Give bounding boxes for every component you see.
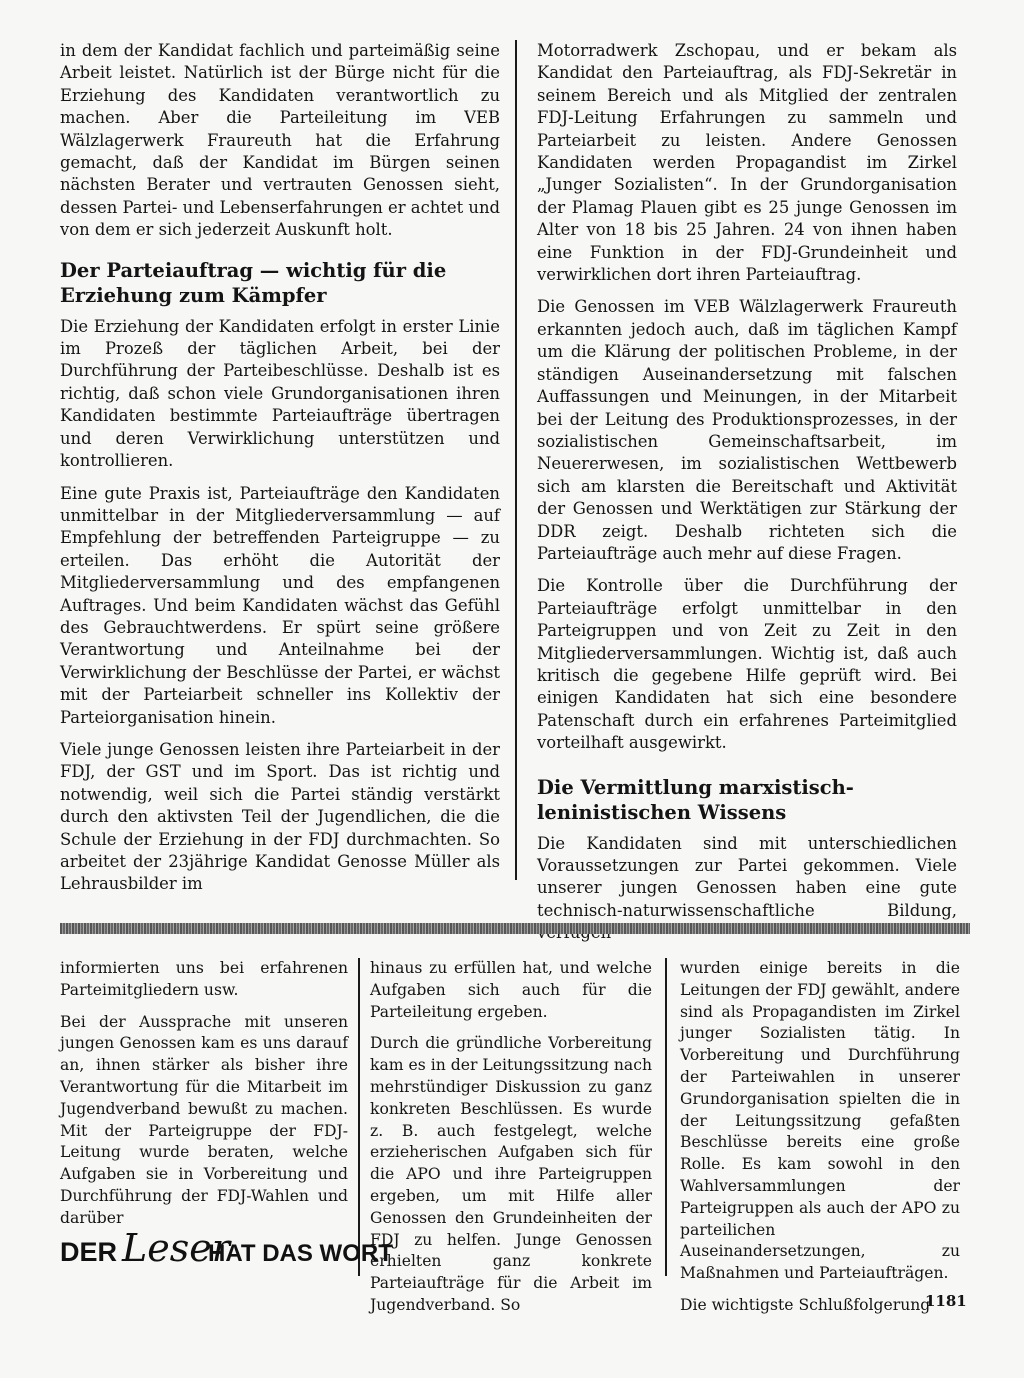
paragraph: wurden einige bereits in die Leitungen der FDJ gewählt, andere sind als Propagandisten im Zirkel junger Sozialisten tätig. In Vorbereitung und Durchführung der Parteiwahlen in unserer Grundorganisation spielten die in der Leitungssitzung gefaßten Beschlüsse bereits eine große Rolle. Es kam sowohl in den Wahlversammlungen der Parteigruppen als auch der APO zu parteilichen Auseinandersetzungen, zu Maßnahmen und Parteiaufträgen. <box>680 959 960 1283</box>
logo-text-left: DER <box>60 1237 118 1267</box>
der-leser-hat-das-wort-logo <box>60 1225 393 1270</box>
paragraph: Die wichtigste Schlußfolgerung <box>680 1295 931 1314</box>
paragraph: Durch die gründliche Vorbereitung kam es in der Leitungssitzung nach mehrstündiger Diskussion zu ganz konkreten Beschlüssen. Es wurde z. B. auch festgelegt, welche erzieherischen Aufgaben sich für die APO und ihre Parteigruppen ergeben, um mit Hilfe aller Genossen den Grundeinheiten der FDJ zu helfen. Junge Genossen erhielten ganz konkrete Parteiaufträge für die Arbeit im Jugendverband. So <box>370 1034 652 1314</box>
paragraph: Die Erziehung der Kandidaten erfolgt in erster Linie im Prozeß der täglichen Arbeit, bei der Durchführung der Parteibeschlüsse. Deshalb ist es richtig, daß schon viele Grundorganisationen ihren Kandidaten bestimmte Parteiaufträge übertragen und deren Verwirklichung unterstützen und kontrollieren. <box>60 316 500 471</box>
paragraph: Die Kontrolle über die Durchführung der Parteiaufträge erfolgt unmittelbar in den Parteigruppen und von Zeit zu Zeit in den Mitgliederversammlungen. Wichtig ist, daß auch kritisch die gegebene Hilfe geprüft wird. Bei einigen Kandidaten hat sich eine besondere Patenschaft durch ein erfahrenes Parteimitglied vorteilhaft ausgewirkt. <box>537 576 957 753</box>
paragraph: in dem der Kandidat fachlich und parteimäßig seine Arbeit leistet. Natürlich ist der Bürge nicht für die Erziehung des Kandidaten verantwortlich zu machen. Aber die Parteileitung im VEB Wälzlagerwerk Fraureuth hat die Erfahrung gemacht, daß der Kandidat im Bürgen seinen nächsten Berater und vertrauten Genossen sieht, dessen Partei- und Lebenserfahrungen er achtet und von dem er sich jederzeit Auskunft holt. <box>60 41 500 240</box>
bottom-column-2 <box>370 958 652 1317</box>
paragraph: Die Genossen im VEB Wälzlagerwerk Fraureuth erkannten jedoch auch, daß im täglichen Kampf um die Klärung der politischen Probleme, in der ständigen Auseinandersetzung mit falschen Auffassungen und Meinungen, in der Mitarbeit bei der Leitung des Produktionsprozesses, in der sozialistischen Gemeinschaftsarbeit, im Neuererwesen, im sozialistischen Wettbewerb sich am klarsten die Bereitschaft und Aktivität der Genossen und Werktätigen zur Stärkung der DDR zeigt. Deshalb richteten sich die Parteiaufträge auch mehr auf diese Fragen. <box>537 297 957 563</box>
section-heading: Der Parteiauftrag — wichtig für die Erziehung zum Kämpfer <box>60 258 447 307</box>
column-divider <box>665 958 667 1276</box>
paragraph: Die Kandidaten sind mit unterschiedlichen Voraussetzungen zur Partei gekommen. Viele unserer jungen Genossen haben eine gute technisch-naturwissenschaftliche Bildung, <box>537 833 957 920</box>
paragraph: informierten uns bei erfahrenen Parteimitgliedern usw. <box>60 959 348 999</box>
paragraph: Eine gute Praxis ist, Parteiaufträge den Kandidaten unmittelbar in der Mitgliederversammlung — auf Empfehlung der betreffenden Parteigruppe — zu erteilen. Das erhöht die Autorität der Mitgliederversammlung und des empfangenen Auftrages. Und beim Kandidaten wächst das Gefühl des Gebrauchtwerdens. Er spürt seine größere Verantwortung und Anteilnahme bei der Verwirklichung der Beschlüsse der Partei, er wächst mit der Parteiarbeit schneller ins Kollektiv der Parteiorganisation hinein. <box>60 483 500 727</box>
paragraph: hinaus zu erfüllen hat, und welche Aufgaben sich auch für die Parteileitung ergeben. <box>370 959 652 1021</box>
page-number: 1181 <box>925 1292 967 1310</box>
paragraph: Bei der Aussprache mit unseren jungen Genossen kam es uns darauf an, ihnen stärker als bisher ihre Verantwortung für die Mitarbeit im Jugendverband bewußt zu machen. Mit der Parteigruppe der FDJ-Leitung wurde beraten, welche Aufgaben sie in Vorbereitung und Durchführung der FDJ-Wahlen und darüber <box>60 1012 348 1227</box>
logo-text-right: HAT DAS WORT <box>208 1240 393 1267</box>
bottom-column-3 <box>680 958 960 1317</box>
top-left-column <box>60 40 500 896</box>
section-separator-rule <box>60 923 970 934</box>
bottom-column-1 <box>60 958 348 1230</box>
column-divider <box>358 958 360 1276</box>
section-heading: Die Vermittlung marxistisch-leninistischen Wissens <box>537 775 854 824</box>
column-divider <box>515 40 517 880</box>
paragraph: Viele junge Genossen leisten ihre Parteiarbeit in der FDJ, der GST und im Sport. Das ist richtig und notwendig, weil sich die Partei ständig verstärkt durch den aktivsten Teil der Jugendlichen, die die Schule der Erziehung in der FDJ durchmachten. So arbeitet der 23jährige Kandidat Genosse Müller als Lehrausbilder im <box>60 739 500 894</box>
paragraph: Motorradwerk Zschopau, und er bekam als Kandidat den Parteiauftrag, als FDJ-Sekretär in seinem Bereich und als Mitglied der zentralen FDJ-Leitung Erfahrungen zu sammeln und Parteiarbeit zu leisten. Andere Genossen Kandidaten werden Propagandist im Zirkel „Junger Sozialisten“. In der Grundorganisation der Plamag Plauen gibt es 25 junge Genossen im Alter von 18 bis 25 Jahren. 24 von ihnen haben eine Funktion in der FDJ-Grundeinheit und verwirklichen dort ihren Parteiauftrag. <box>537 41 957 285</box>
top-right-column <box>537 40 957 945</box>
logo-script: Leser <box>122 1226 230 1270</box>
